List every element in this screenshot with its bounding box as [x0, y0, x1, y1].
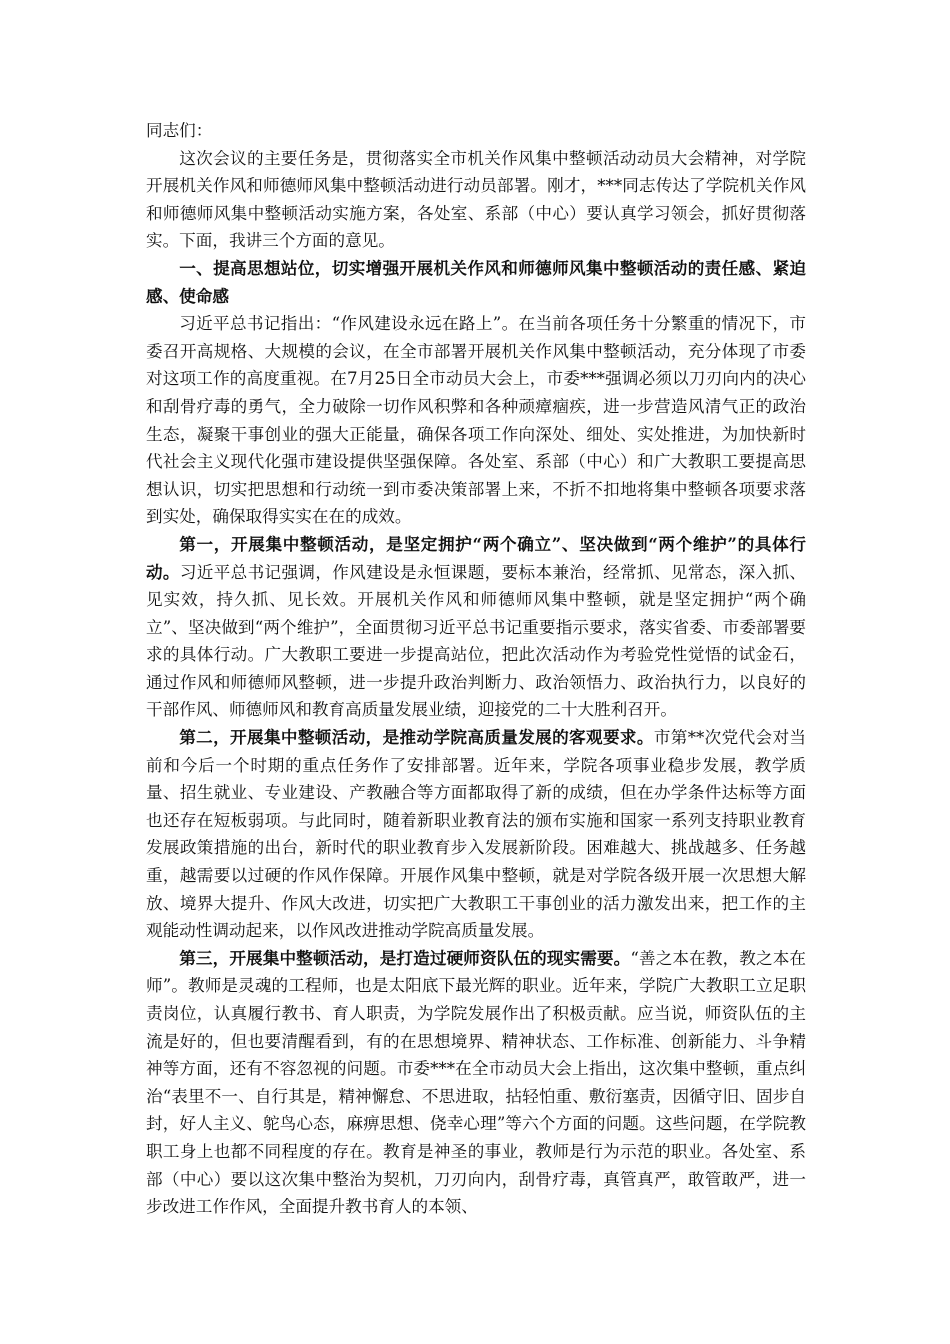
point1-body: 习近平总书记强调，作风建设是永恒课题，要标本兼治，经常抓、见常态，深入抓、见实效，持久抓、见长效。开展机关作风和师德师风集中整顿，就是坚定拥护“两个确立”、坚决做到“两个维护”，全面贯彻习近平总书记重要指示要求，落实省委、市委部署要求的具体行动。广大教职工要进一步提高站位，把此次活动作为考验党性觉悟的试金石，通过作风和师德师风整顿，进一步提升政治判断力、政治领悟力、政治执行力，以良好的干部作风、师德师风和教育高质量发展业绩，迎接党的二十大胜利召开。 — [146, 562, 807, 720]
salutation: 同志们： — [146, 121, 213, 140]
point2-lead: 第二，开展集中整顿活动，是推动学院高质量发展的客观要求。 — [179, 727, 654, 748]
point3-lead: 第三，开展集中整顿活动，是打造过硬师资队伍的现实需要。 — [179, 947, 631, 968]
point2-paragraph — [146, 724, 806, 945]
intro-paragraph: 这次会议的主要任务是，贯彻落实全市机关作风集中整顿活动动员大会精神，对学院开展机关作风和师德师风集中整顿活动进行动员部署。刚才，***同志传达了学院机关作风和师德师风集中整顿活动实施方案，各处室、系部（中心）要认真学习领会，抓好贯彻落实。下面，我讲三个方面的意见。 — [146, 148, 806, 251]
point3-body: “善之本在教，教之本在师”。教师是灵魂的工程师，也是太阳底下最光辉的职业。近年来，学院广大教职工立足职责岗位，认真履行教书、育人职责，为学院发展作出了积极贡献。应当说，师资队伍的主流是好的，但也要清醒看到，有的在思想境界、精神状态、工作标准、创新能力、斗争精神等方面，还有不容忽视的问题。市委***在全市动员大会上指出，这次集中整顿，重点纠治“表里不一、自行其是，精神懈怠、不思进取，拈轻怕重、敷衍塞责，因循守旧、固步自封，好人主义、鸵鸟心态，麻痹思想、侥幸心理”等六个方面的问题。这些问题，在学院教职工身上也都不同程度的存在。教育是神圣的事业，教师是行为示范的职业。各处室、系部（中心）要以这次集中整治为契机，刀刃向内，刮骨疗毒，真管真严，敢管敢严，进一步改进工作作风，全面提升教书育人的本领、 — [146, 948, 807, 1217]
section1-paragraph: 习近平总书记指出：“作风建设永远在路上”。在当前各项任务十分繁重的情况下，市委召开高规格、大规模的会议，在全市部署开展机关作风集中整顿活动，充分体现了市委对这项工作的高度重视。在7月25日全市动员大会上，市委***强调必须以刀刃向内的决心和刮骨疗毒的勇气，全力破除一切作风积弊和各种顽瘴痼疾，进一步营造风清气正的政治生态，凝聚干事创业的强大正能量，确保各项工作向深处、细处、实处推进，为加快新时代社会主义现代化强市建设提供坚强保障。各处室、系部（中心）和广大教职工要提高思想认识，切实把思想和行动统一到市委决策部署上来，不折不扣地将集中整顿各项要求落到实处，确保取得实实在在的成效。 — [146, 314, 806, 527]
point1-lead: 第一，开展集中整顿活动，是坚定拥护“两个确立”、坚决做到“两个维护”的具体行动。 — [146, 533, 806, 582]
section-heading-1: 一、提高思想站位，切实增强开展机关作风和师德师风集中整顿活动的责任感、紧迫感、使命感 — [146, 257, 806, 306]
point3-paragraph — [146, 945, 806, 1221]
point1-paragraph — [146, 531, 806, 724]
document-page — [146, 117, 806, 1221]
point2-body: 市第**次党代会对当前和今后一个时期的重点任务作了安排部署。近年来，学院各项事业稳步发展，教学质量、招生就业、专业建设、产教融合等方面都取得了新的成绩，但在办学条件达标等方面也还存在短板弱项。与此同时，随着新职业教育法的颁布实施和国家一系列支持职业教育发展政策措施的出台，新时代的职业教育步入发展新阶段。困难越大、挑战越多、任务越重，越需要以过硬的作风作保障。开展作风集中整顿，就是对学院各级开展一次思想大解放、境界大提升、作风大改进，切实把广大教职工干事创业的活力激发出来，把工作的主观能动性调动起来，以作风改进推动学院高质量发展。 — [146, 728, 807, 941]
